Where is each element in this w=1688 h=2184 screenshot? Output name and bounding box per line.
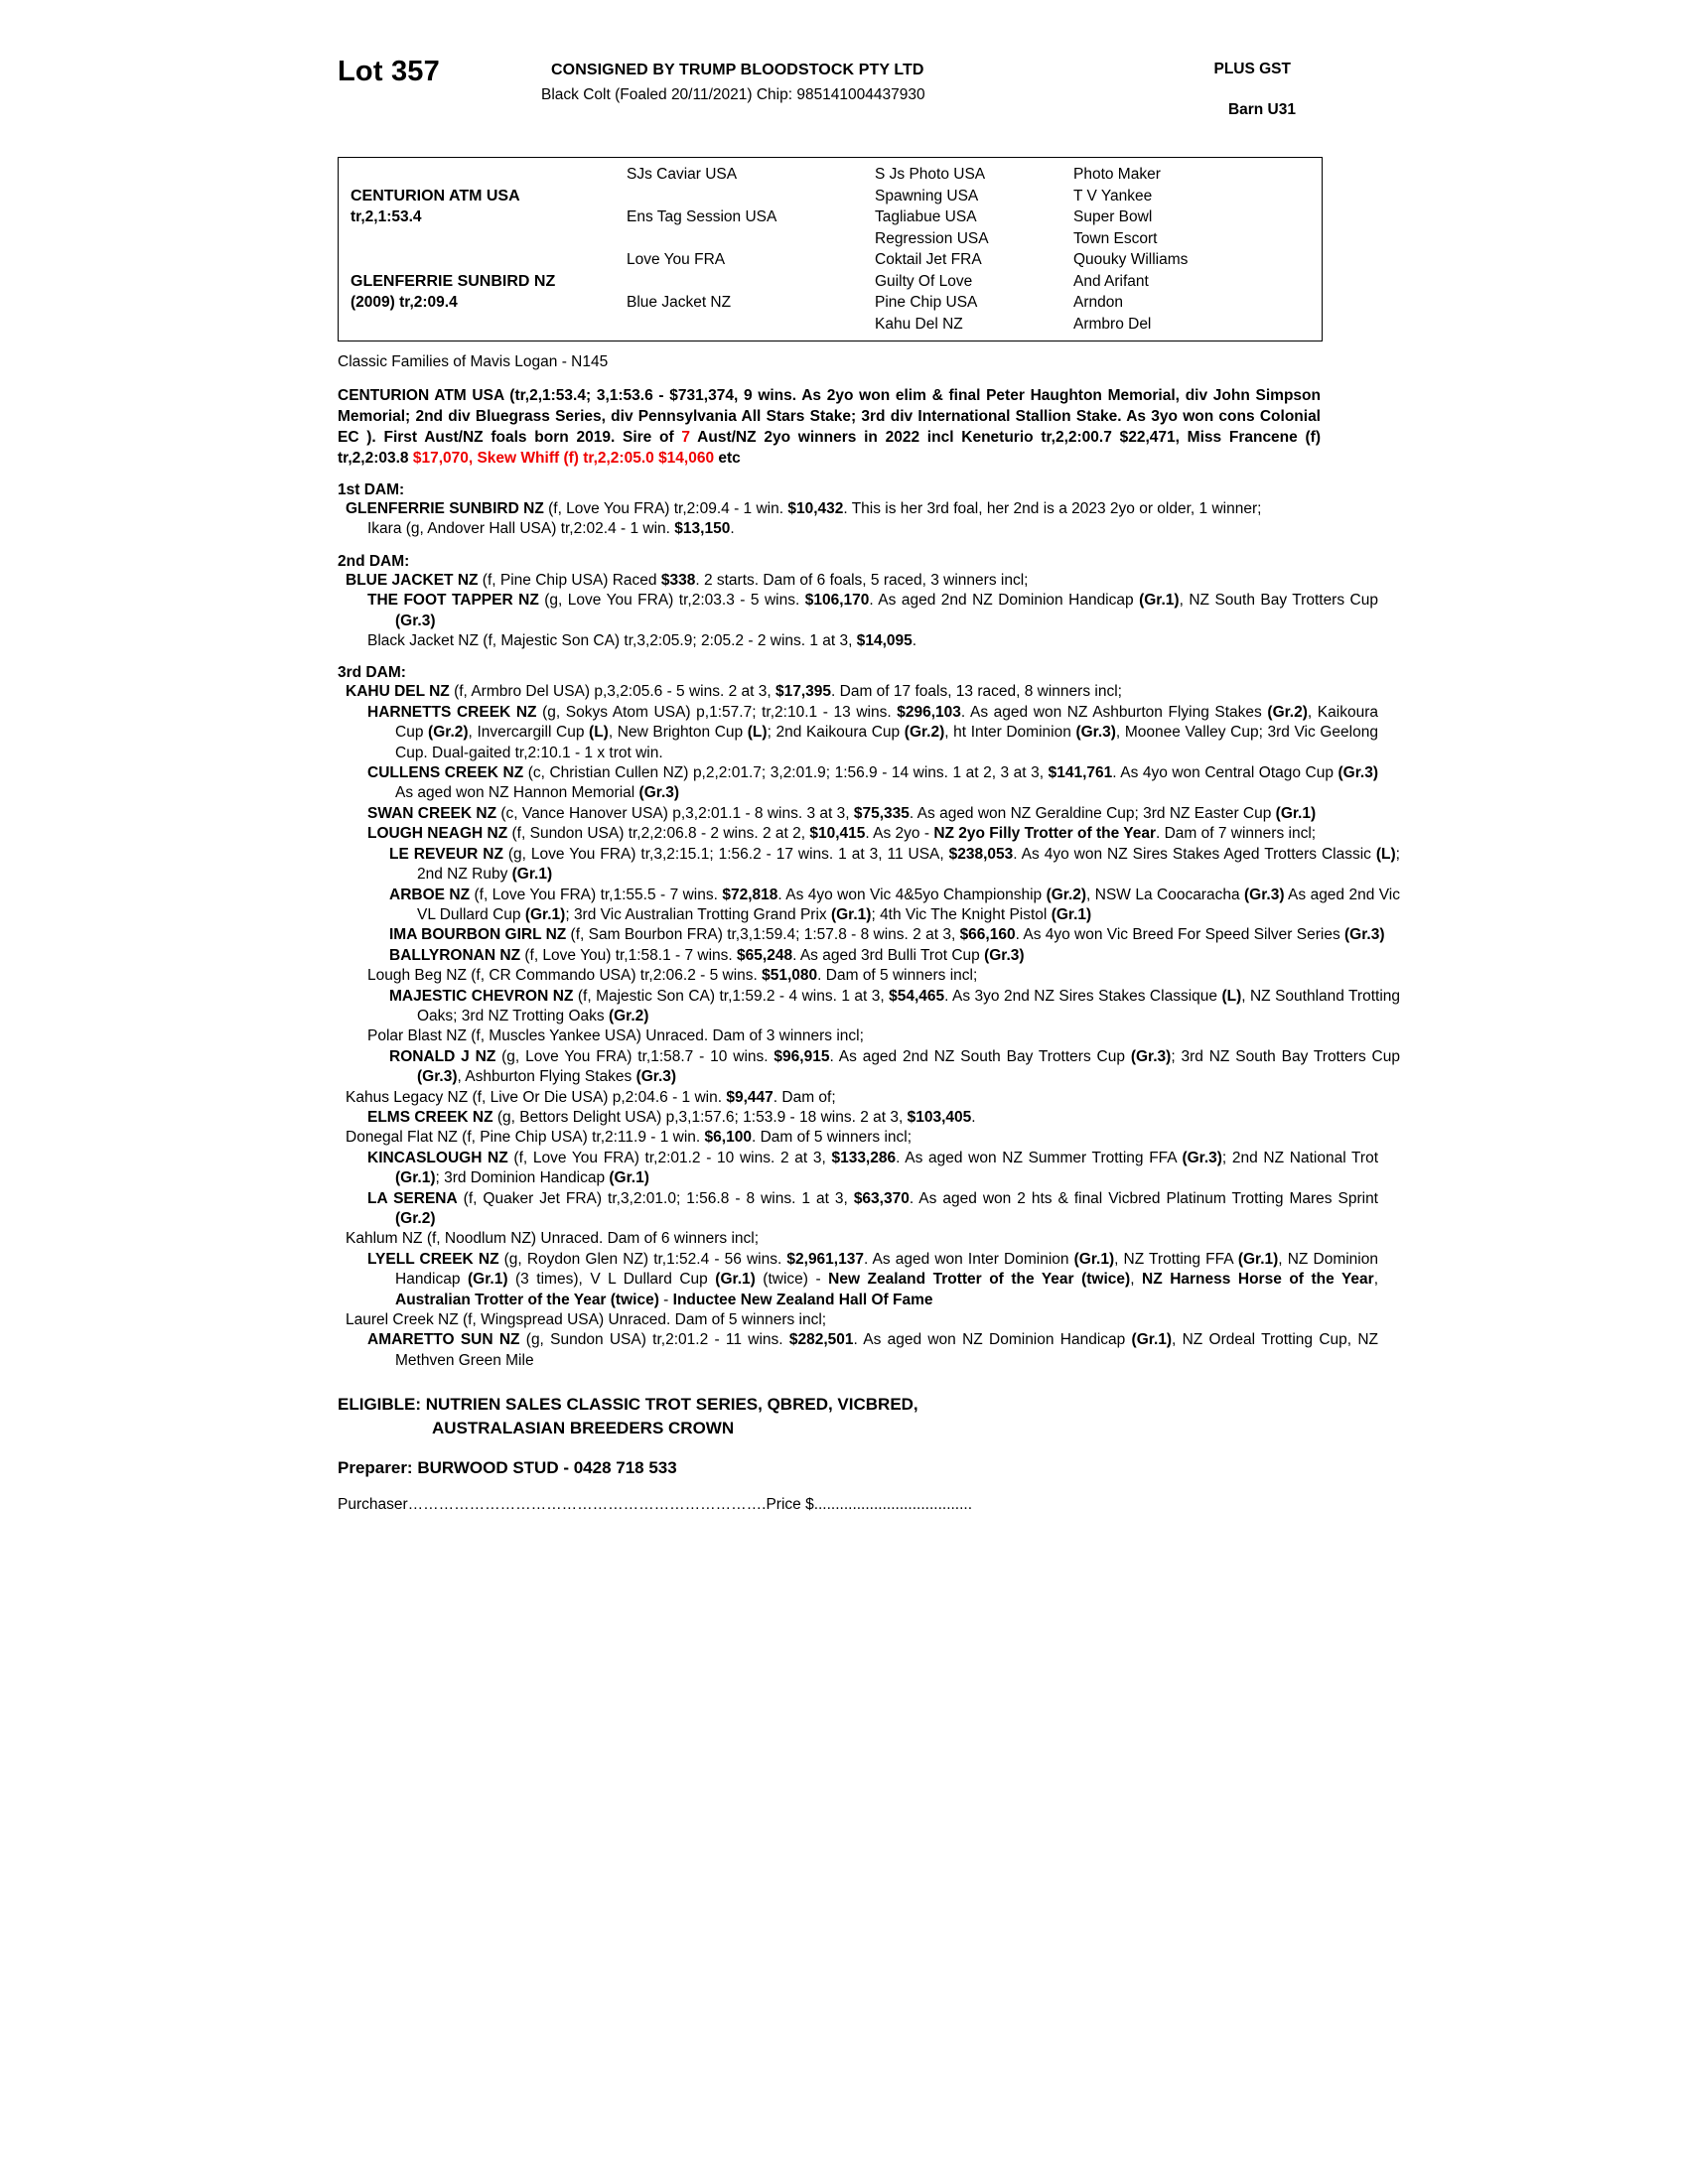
pedigree-dam-name: GLENFERRIE SUNBIRD NZ <box>351 272 556 290</box>
pedigree-entry: ARBOE NZ (f, Love You FRA) tr,1:55.5 - 7 wins. $72,818. As 4yo won Vic 4&5yo Championship (Gr.2), NSW La Coocaracha (Gr.3) As aged 2nd Vic VL Dullard Cup (Gr.1); 3rd Vic Australian Trotting Grand Prix (Gr.1); 4th Vic The Knight Pistol (Gr.1) <box>389 886 1400 923</box>
pedigree-entry: CULLENS CREEK NZ (c, Christian Cullen NZ) p,2,2:01.7; 3,2:01.9; 1:56.9 - 14 wins. 1 at 2, 3 at 3, $141,761. As 4yo won Central Otago Cup (Gr.3) As aged won NZ Hannon Memorial (Gr.3) <box>367 764 1378 802</box>
pedigree-entry: AMARETTO SUN NZ (g, Sundon USA) tr,2:01.2 - 11 wins. $282,501. As aged won NZ Dominion Handicap (Gr.1), NZ Ordeal Trotting Cup, NZ Methven Green Mile <box>367 1331 1379 1369</box>
pedigree-cell: Guilty Of Love <box>875 272 973 290</box>
pedigree-entry: THE FOOT TAPPER NZ (g, Love You FRA) tr,2:03.3 - 5 wins. $106,170. As aged 2nd NZ Dominion Handicap (Gr.1), NZ South Bay Trotters Cup (Gr.3) <box>367 592 1378 629</box>
pedigree-table <box>338 157 1323 341</box>
pedigree-entry: KAHU DEL NZ (f, Armbro Del USA) p,3,2:05.6 - 5 wins. 2 at 3, $17,395. Dam of 17 foals, 13 raced, 8 winners incl; <box>346 683 1122 701</box>
pedigree-row <box>339 206 1322 228</box>
eligible-line-2: AUSTRALASIAN BREEDERS CROWN <box>432 1419 735 1438</box>
sire-winner-count: 7 <box>681 429 691 446</box>
pedigree-row <box>339 228 1322 250</box>
pedigree-entry: Laurel Creek NZ (f, Wingspread USA) Unraced. Dam of 5 winners incl; <box>346 1311 827 1329</box>
pedigree-cell: Town Escort <box>1073 229 1158 247</box>
gst-note: PLUS GST <box>1213 61 1291 77</box>
pedigree-entry: Ikara (g, Andover Hall USA) tr,2:02.4 - 1 win. $13,150. <box>367 520 735 538</box>
pedigree-row <box>339 292 1322 314</box>
pedigree-entry: Kahus Legacy NZ (f, Live Or Die USA) p,2:04.6 - 1 win. $9,447. Dam of; <box>346 1088 836 1106</box>
section-heading-1st-dam: 1st DAM: <box>338 481 405 498</box>
pedigree-cell <box>627 228 875 250</box>
section-heading-3rd-dam: 3rd DAM: <box>338 664 406 682</box>
purchaser-line: Purchaser…………………………………………………………….Price $..................................... <box>338 1496 973 1514</box>
pedigree-entry: LOUGH NEAGH NZ (f, Sundon USA) tr,2,2:06.8 - 2 wins. 2 at 2, $10,415. As 2yo - NZ 2yo Filly Trotter of the Year. Dam of 7 winners incl; <box>367 825 1317 843</box>
pedigree-dam-record: (2009) tr,2:09.4 <box>351 294 458 311</box>
pedigree-cell: SJs Caviar USA <box>627 166 738 183</box>
pedigree-sections <box>338 481 1401 1371</box>
pedigree-cell: Quouky Williams <box>1073 251 1189 268</box>
pedigree-entry: GLENFERRIE SUNBIRD NZ (f, Love You FRA) tr,2:09.4 - 1 win. $10,432. This is her 3rd foal, her 2nd is a 2023 2yo or older, 1 winner; <box>346 500 1262 517</box>
pedigree-entry: Kahlum NZ (f, Noodlum NZ) Unraced. Dam of 6 winners incl; <box>346 1230 760 1248</box>
pedigree-cell: And Arifant <box>1073 272 1149 290</box>
pedigree-cell: Ens Tag Session USA <box>627 208 777 225</box>
pedigree-cell: Arndon <box>1073 294 1123 311</box>
pedigree-entry: SWAN CREEK NZ (c, Vance Hanover USA) p,3,2:01.1 - 8 wins. 3 at 3, $75,335. As aged won NZ Geraldine Cup; 3rd NZ Easter Cup (Gr.1) <box>367 804 1317 822</box>
pedigree-entry: BLUE JACKET NZ (f, Pine Chip USA) Raced $338. 2 starts. Dam of 6 foals, 5 raced, 3 winners incl; <box>346 571 1029 589</box>
horse-description: Black Colt (Foaled 20/11/2021) Chip: 985141004437930 <box>541 86 925 103</box>
pedigree-cell: Pine Chip USA <box>875 294 978 311</box>
pedigree-row <box>339 314 1322 336</box>
sire-paragraph-part1: CENTURION ATM USA (tr,2,1:53.4; 3,1:53.6 - $731,374, 9 wins. As 2yo won elim & final Peter Haughton Memorial, div John Simpson Memorial; 2nd div Bluegrass Series, div Pennsylvania All Stars Stake; 3rd div International Stallion Stake. As 3yo won cons Colonial EC ). First Aust/NZ foals born 2019. Sire of <box>338 387 1321 446</box>
pedigree-entry: HARNETTS CREEK NZ (g, Sokys Atom USA) p,1:57.7; tr,2:10.1 - 13 wins. $296,103. As aged won NZ Ashburton Flying Stakes (Gr.2), Kaikoura Cup (Gr.2), Invercargill Cup (L), New Brighton Cup (L); 2nd Kaikoura Cup (Gr.2), ht Inter Dominion (Gr.3), Moonee Valley Cup; 3rd Vic Geelong Cup. Dual-gaited tr,2:10.1 - 1 x trot win. <box>367 703 1378 761</box>
pedigree-cell <box>339 249 627 271</box>
pedigree-row <box>339 164 1322 186</box>
pedigree-cell: Coktail Jet FRA <box>875 251 982 268</box>
pedigree-entry: BALLYRONAN NZ (f, Love You) tr,1:58.1 - 7 wins. $65,248. As aged 3rd Bulli Trot Cup (Gr.3) <box>389 946 1025 964</box>
barn-number: Barn U31 <box>1227 101 1296 118</box>
pedigree-row <box>339 249 1322 271</box>
pedigree-entry: Lough Beg NZ (f, CR Commando USA) tr,2:06.2 - 5 wins. $51,080. Dam of 5 winners incl; <box>367 967 978 985</box>
pedigree-cell <box>627 314 875 336</box>
pedigree-cell: Regression USA <box>875 229 989 247</box>
pedigree-cell: Love You FRA <box>627 251 726 268</box>
pedigree-cell <box>339 228 627 250</box>
pedigree-entry: RONALD J NZ (g, Love You FRA) tr,1:58.7 - 10 wins. $96,915. As aged 2nd NZ South Bay Trotters Cup (Gr.3); 3rd NZ South Bay Trotters Cup (Gr.3), Ashburton Flying Stakes (Gr.3) <box>389 1047 1400 1086</box>
pedigree-entry: Donegal Flat NZ (f, Pine Chip USA) tr,2:11.9 - 1 win. $6,100. Dam of 5 winners incl; <box>346 1129 913 1147</box>
pedigree-row <box>339 271 1322 293</box>
consignor-line: CONSIGNED BY TRUMP BLOODSTOCK PTY LTD <box>551 62 924 78</box>
pedigree-cell: Tagliabue USA <box>875 208 977 225</box>
pedigree-entry: LYELL CREEK NZ (g, Roydon Glen NZ) tr,1:52.4 - 56 wins. $2,961,137. As aged won Inter Dominion (Gr.1), NZ Trotting FFA (Gr.1), NZ Dominion Handicap (Gr.1) (3 times), V L Dullard Cup (Gr.1) (twice) - New Zealand Trotter of the Year (twice), NZ Harness Horse of the Year, Australian Trotter of the Year (twice) - Inductee New Zealand Hall Of Fame <box>367 1250 1379 1308</box>
pedigree-cell: S Js Photo USA <box>875 166 986 183</box>
pedigree-entry: ELMS CREEK NZ (g, Bettors Delight USA) p,3,1:57.6; 1:53.9 - 18 wins. 2 at 3, $103,405. <box>367 1108 976 1126</box>
pedigree-entry: Polar Blast NZ (f, Muscles Yankee USA) Unraced. Dam of 3 winners incl; <box>367 1027 864 1045</box>
sire-paragraph-part3: etc <box>714 450 741 467</box>
pedigree-cell: Blue Jacket NZ <box>627 294 732 311</box>
pedigree-entry: IMA BOURBON GIRL NZ (f, Sam Bourbon FRA) tr,3,1:59.4; 1:57.8 - 8 wins. 2 at 3, $66,160. As 4yo won Vic Breed For Speed Silver Series (Gr.3) <box>389 926 1385 944</box>
catalogue-sheet <box>338 40 1401 1514</box>
pedigree-cell: Spawning USA <box>875 187 979 205</box>
eligible-line-1: ELIGIBLE: NUTRIEN SALES CLASSIC TROT SERIES, QBRED, VICBRED, <box>338 1395 918 1415</box>
pedigree-entry: KINCASLOUGH NZ (f, Love You FRA) tr,2:01.2 - 10 wins. 2 at 3, $133,286. As aged won NZ Summer Trotting FFA (Gr.3); 2nd NZ National Trot (Gr.1); 3rd Dominion Handicap (Gr.1) <box>367 1149 1379 1187</box>
sire-paragraph-part2: Aust/NZ 2yo winners in 2022 incl Keneturio tr,2,2:00.7 $22,471, Miss Francene (f) tr,2,2:03.8 <box>338 429 1321 467</box>
pedigree-cell: Kahu Del NZ <box>875 315 963 333</box>
pedigree-row <box>339 186 1322 207</box>
classic-families-line: Classic Families of Mavis Logan - N145 <box>338 353 609 370</box>
pedigree-cell <box>339 314 627 336</box>
pedigree-sire-record: tr,2,1:53.4 <box>351 208 422 225</box>
pedigree-entry: Black Jacket NZ (f, Majestic Son CA) tr,3,2:05.9; 2:05.2 - 2 wins. 1 at 3, $14,095. <box>367 632 917 650</box>
pedigree-cell-blank <box>339 164 627 186</box>
pedigree-entry: LA SERENA (f, Quaker Jet FRA) tr,3,2:01.0; 1:56.8 - 8 wins. 1 at 3, $63,370. As aged won 2 hts & final Vicbred Platinum Trotting Mares Sprint (Gr.2) <box>367 1189 1378 1227</box>
eligible-block <box>338 1393 1350 1440</box>
pedigree-cell <box>627 186 875 207</box>
pedigree-cell: Photo Maker <box>1073 166 1161 183</box>
preparer-line: Preparer: BURWOOD STUD - 0428 718 533 <box>338 1458 677 1478</box>
pedigree-cell: Super Bowl <box>1073 208 1153 225</box>
sire-paragraph <box>338 385 1321 469</box>
page-header <box>338 40 1350 149</box>
pedigree-sire-name: CENTURION ATM USA <box>351 187 520 205</box>
pedigree-cell: Armbro Del <box>1073 315 1152 333</box>
section-heading-2nd-dam: 2nd DAM: <box>338 552 410 570</box>
pedigree-entry: MAJESTIC CHEVRON NZ (f, Majestic Son CA) tr,1:59.2 - 4 wins. 1 at 3, $54,465. As 3yo 2nd NZ Sires Stakes Classique (L), NZ Southland Trotting Oaks; 3rd NZ Trotting Oaks (Gr.2) <box>389 987 1401 1024</box>
pedigree-entry: LE REVEUR NZ (g, Love You FRA) tr,3,2:15.1; 1:56.2 - 17 wins. 1 at 3, 11 USA, $238,053. As 4yo won NZ Sires Stakes Aged Trotters Classic (L); 2nd NZ Ruby (Gr.1) <box>389 845 1400 884</box>
pedigree-cell: T V Yankee <box>1073 187 1153 205</box>
sire-paragraph-highlight: $17,070, Skew Whiff (f) tr,2,2:05.0 $14,060 <box>412 450 715 467</box>
pedigree-cell <box>627 271 875 293</box>
lot-number: Lot 357 <box>338 56 440 87</box>
